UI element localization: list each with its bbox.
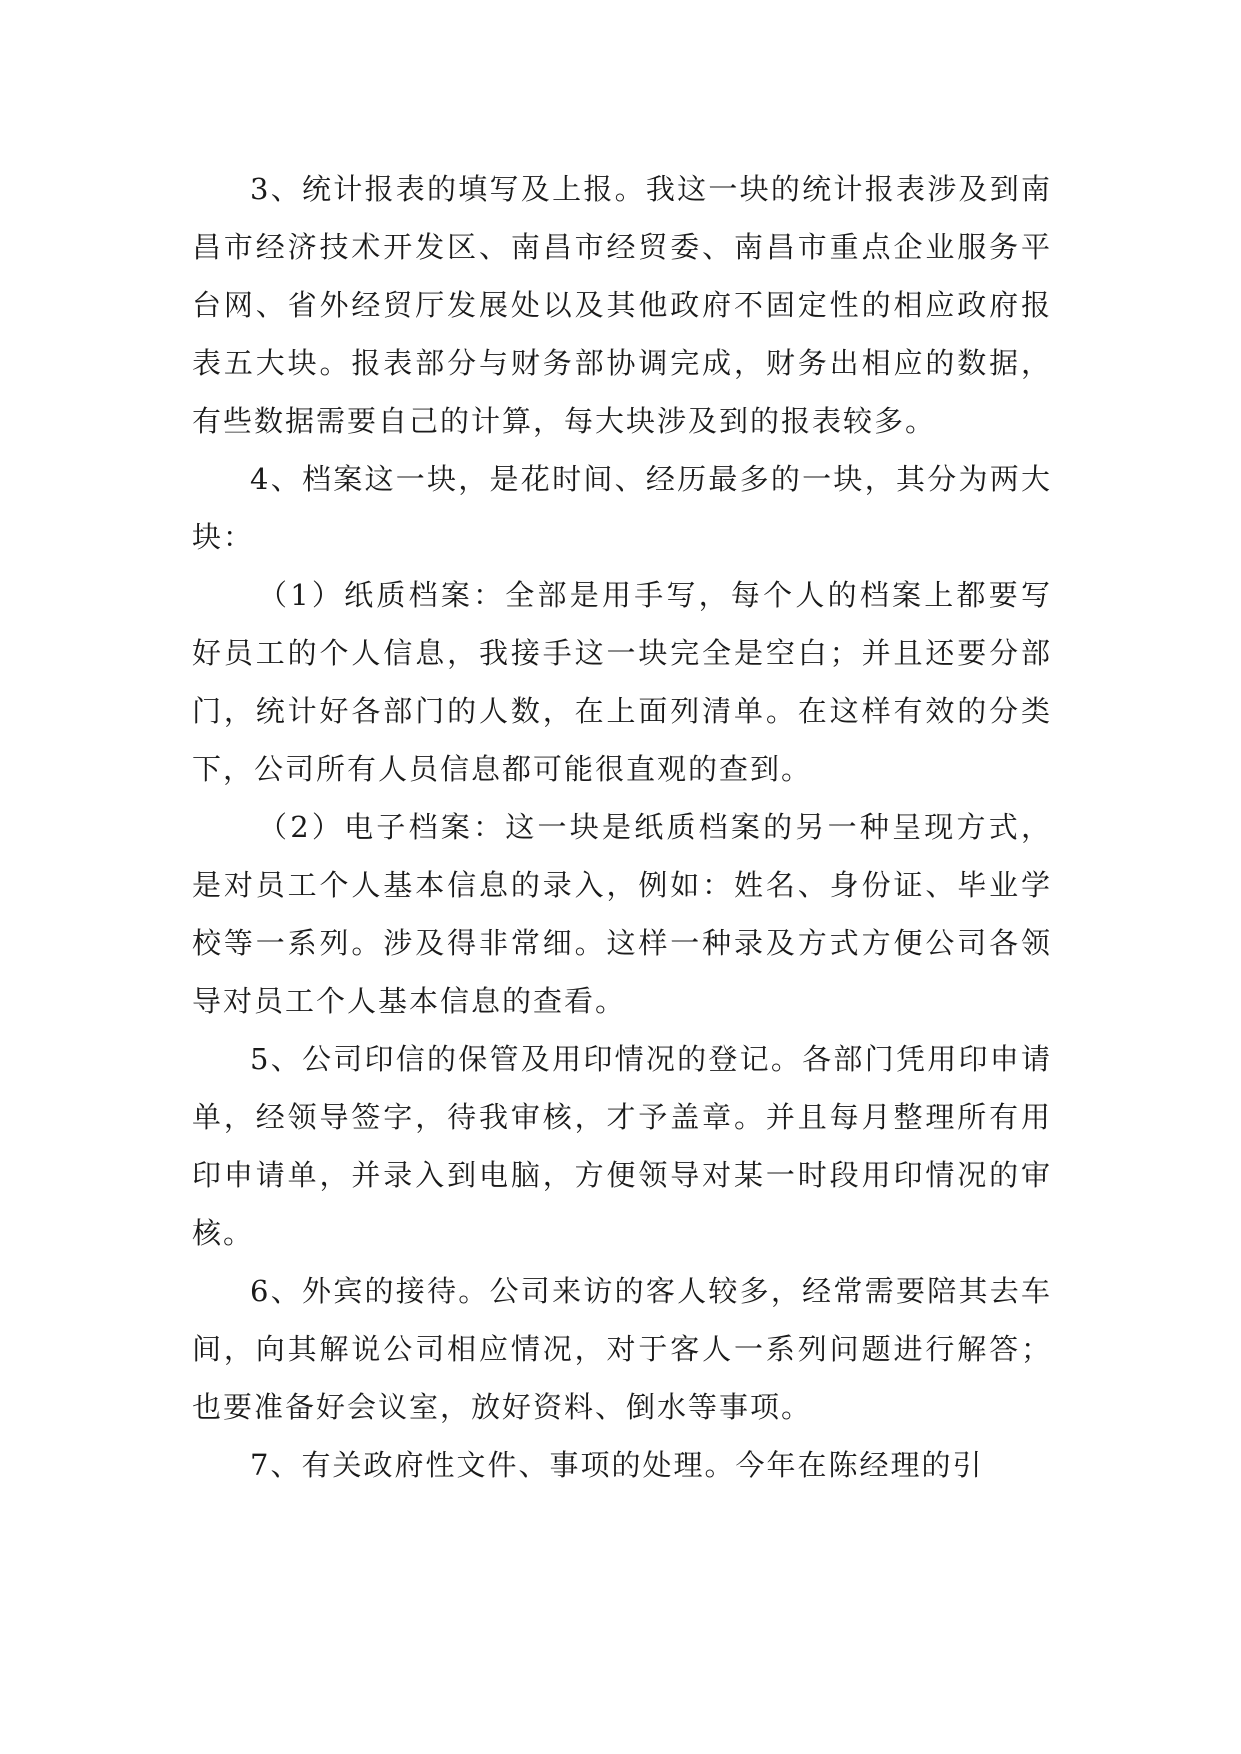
paragraph-archives: 4、档案这一块，是花时间、经历最多的一块，其分为两大块： <box>192 462 1052 554</box>
paragraph-statistics-reports: 3、统计报表的填写及上报。我这一块的统计报表涉及到南昌市经济技术开发区、南昌市经贸委、南昌市重点企业服务平台网、省外经贸厅发展处以及其他政府不固定性的相应政府报表五大块。报表部分与财务部协调完成，财务出相应的数据，有些数据需要自己的计算，每大块涉及到的报表较多。 <box>192 172 1052 438</box>
paragraph-paper-archives: （1）纸质档案：全部是用手写，每个人的档案上都要写好员工的个人信息，我接手这一块完全是空白；并且还要分部门，统计好各部门的人数，在上面列清单。在这样有效的分类下，公司所有人员信息都可能很直观的查到。 <box>192 578 1052 786</box>
paragraph-electronic-archives: （2）电子档案：这一块是纸质档案的另一种呈现方式，是对员工个人基本信息的录入，例如：姓名、身份证、毕业学校等一系列。涉及得非常细。这样一种录及方式方便公司各领导对员工个人基本信息的查看。 <box>192 810 1052 1018</box>
paragraph-seal-management: 5、公司印信的保管及用印情况的登记。各部门凭用印申请单，经领导签字，待我审核，才予盖章。并且每月整理所有用印申请单，并录入到电脑，方便领导对某一时段用印情况的审核。 <box>192 1042 1052 1250</box>
paragraph-government-documents: 7、有关政府性文件、事项的处理。今年在陈经理的引 <box>250 1448 984 1482</box>
body-text <box>192 160 1052 1494</box>
paragraph-guest-reception: 6、外宾的接待。公司来访的客人较多，经常需要陪其去车间，向其解说公司相应情况，对于客人一系列问题进行解答；也要准备好会议室，放好资料、倒水等事项。 <box>192 1274 1052 1424</box>
